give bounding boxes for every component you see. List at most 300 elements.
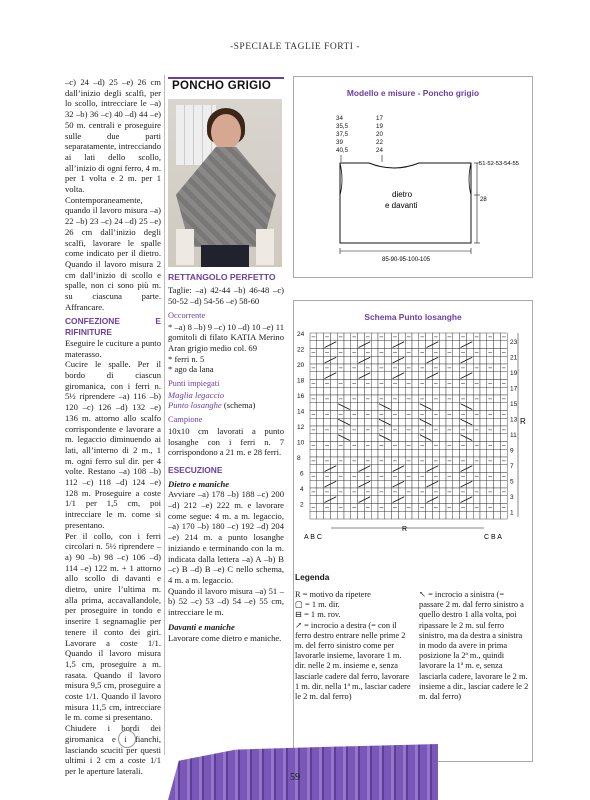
- chart-cell: [351, 356, 358, 364]
- chart-cell: [364, 387, 371, 395]
- chart-cell: [398, 333, 405, 341]
- chart-cell: [358, 395, 365, 403]
- chart-cell: [398, 449, 405, 457]
- chart-cell: [371, 434, 378, 442]
- chart-cell: [351, 480, 358, 488]
- chart-cell: [337, 387, 344, 395]
- chart-cell: [385, 457, 392, 465]
- text-paragraph: Cucire le spalle. Per il bordo di ciascun giromanica, con i ferri n. 5½ riprendere –a) 116 –b) 120 –c) 126 –d) 132 –e) 136 m. attorno allo scalfo corrispondente e lavorare a m. legaccio diminuendo ai lati, all’interno di 2 m., 1 m. ogni ferro sul dir. per 4 volte. Restano –a) 108 –b) 112 –c) 118 –d) 124 –e) 128 m. Proseguire a coste 1/1 per 1,5 cm, poi intrecciare le m. come si presentano.: [65, 359, 161, 530]
- chart-cell: [330, 426, 337, 434]
- chart-cell: [453, 426, 460, 434]
- chart-cell: [439, 426, 446, 434]
- chart-cell: [371, 442, 378, 450]
- chart-cell: [405, 434, 412, 442]
- pattern-title: PONCHO GRIGIO: [168, 77, 284, 95]
- chart-cell: [480, 457, 487, 465]
- chart-cell: [371, 356, 378, 364]
- chart-cell: [317, 356, 324, 364]
- row-number: 7: [510, 463, 514, 470]
- chart-cell: [385, 511, 392, 519]
- chart-cell: [439, 496, 446, 504]
- chart-cell: [385, 465, 392, 473]
- yarn-ball-icon: [118, 730, 136, 748]
- text-paragraph: Avviare –a) 178 –b) 188 –c) 200 –d) 212 –e) 222 m. e lavorare come segue: 4 m. a m. legaccio, –a) 170 –b) 180 –c) 192 –d) 204 –e) 214 m. a punto losanghe iniziando e terminando con la m. indicata dalla lettera –a) A –b) B –c) B –d) B –e) C nello schema, 4 m. a m. legaccio.: [168, 489, 284, 585]
- chart-cell: [466, 473, 473, 481]
- chart-cell: [500, 449, 507, 457]
- chart-cell: [351, 465, 358, 473]
- chart-cell: [480, 426, 487, 434]
- edge-stitch-label: C B A: [484, 534, 502, 541]
- chart-cell: [392, 434, 399, 442]
- chart-cell: [371, 411, 378, 419]
- chart-cell: [317, 411, 324, 419]
- chart-cell: [358, 457, 365, 465]
- chart-cell: [466, 442, 473, 450]
- chart-cell: [364, 403, 371, 411]
- chart-cell: [487, 403, 494, 411]
- chart-cell: [337, 480, 344, 488]
- chart-cell: [439, 418, 446, 426]
- chart-cell: [500, 434, 507, 442]
- chart-cell: [310, 511, 317, 519]
- chart-cell: [330, 511, 337, 519]
- chart-cell: [500, 356, 507, 364]
- chart-cell: [480, 480, 487, 488]
- chart-cell: [351, 418, 358, 426]
- diagram-title: Schema Punto losanghe: [364, 312, 462, 322]
- chart-cell: [344, 488, 351, 496]
- chart-cell: [473, 418, 480, 426]
- piece-label: dietro: [392, 190, 413, 199]
- chart-cell: [473, 356, 480, 364]
- chart-cell: [330, 457, 337, 465]
- chart-cell: [330, 418, 337, 426]
- chart-cell: [371, 395, 378, 403]
- legend-item: ▢ = 1 m. dir.: [295, 600, 340, 610]
- stitch-note: (schema): [221, 400, 256, 411]
- chart-cell: [466, 364, 473, 372]
- chart-cell: [317, 349, 324, 357]
- chart-cell: [392, 449, 399, 457]
- model-photo: [168, 99, 282, 267]
- chart-cell: [453, 356, 460, 364]
- chart-cell: [453, 488, 460, 496]
- chart-cell: [473, 372, 480, 380]
- chart-cell: [419, 496, 426, 504]
- chart-cell: [473, 387, 480, 395]
- chart-cell: [453, 387, 460, 395]
- chart-cell: [310, 372, 317, 380]
- chart-cell: [446, 387, 453, 395]
- chart-cell: [494, 387, 501, 395]
- chart-cell: [412, 442, 419, 450]
- chart-cell: [358, 434, 365, 442]
- chart-cell: [466, 449, 473, 457]
- chart-cell: [351, 434, 358, 442]
- chart-cell: [317, 380, 324, 388]
- chart-cell: [371, 457, 378, 465]
- chart-cell: [344, 372, 351, 380]
- legend-item: ⊟ = 1 m. rov.: [295, 610, 341, 620]
- chart-cell: [494, 380, 501, 388]
- row-number: 2: [300, 501, 304, 509]
- chart-cell: [317, 488, 324, 496]
- stitch-name: Punto losanghe: [168, 400, 222, 411]
- chart-cell: [344, 364, 351, 372]
- chart-cell: [317, 341, 324, 349]
- chart-cell: [453, 434, 460, 442]
- chart-cell: [500, 372, 507, 380]
- chart-cell: [371, 380, 378, 388]
- chart-cell: [439, 341, 446, 349]
- chart-cell: [473, 496, 480, 504]
- chart-cell: [358, 418, 365, 426]
- chart-cell: [371, 403, 378, 411]
- list-item: * ago da lana: [168, 364, 214, 375]
- measure-label: 17: [376, 115, 383, 122]
- chart-cell: [494, 356, 501, 364]
- chart-cell: [330, 442, 337, 450]
- measure-label: 22: [376, 139, 383, 146]
- chart-cell: [398, 426, 405, 434]
- chart-cell: [426, 411, 433, 419]
- chart-cell: [480, 364, 487, 372]
- chart-cell: [480, 488, 487, 496]
- chart-cell: [494, 364, 501, 372]
- chart-cell: [317, 387, 324, 395]
- chart-cell: [344, 349, 351, 357]
- chart-cell: [439, 442, 446, 450]
- chart-cell: [310, 434, 317, 442]
- chart-cell: [358, 488, 365, 496]
- legend-right: [419, 590, 529, 702]
- row-number: 19: [510, 370, 518, 377]
- chart-cell: [439, 511, 446, 519]
- chart-cell: [378, 387, 385, 395]
- chart-cell: [371, 465, 378, 473]
- chart-cell: [412, 480, 419, 488]
- chart-cell: [398, 511, 405, 519]
- chart-cell: [310, 496, 317, 504]
- chart-cell: [344, 449, 351, 457]
- row-number: 18: [297, 377, 305, 385]
- chart-cell: [371, 426, 378, 434]
- chart-cell: [487, 449, 494, 457]
- chart-cell: [317, 504, 324, 512]
- chart-cell: [446, 496, 453, 504]
- chart-cell: [412, 349, 419, 357]
- row-number: 3: [510, 494, 514, 501]
- chart-cell: [324, 403, 331, 411]
- chart-cell: [480, 403, 487, 411]
- chart-cell: [439, 395, 446, 403]
- chart-cell: [466, 333, 473, 341]
- chart-cell: [453, 403, 460, 411]
- chart-cell: [344, 511, 351, 519]
- chart-cell: [480, 465, 487, 473]
- repeat-label: R: [520, 417, 526, 426]
- section-heading: Punti impiegati: [168, 379, 220, 389]
- legend-left: [295, 590, 413, 702]
- chart-cell: [432, 387, 439, 395]
- row-number: 8: [297, 455, 301, 462]
- chart-cell: [371, 349, 378, 357]
- chart-cell: [487, 387, 494, 395]
- chart-cell: [344, 387, 351, 395]
- chart-cell: [453, 480, 460, 488]
- chart-cell: [344, 426, 351, 434]
- chart-cell: [487, 511, 494, 519]
- chart-cell: [351, 372, 358, 380]
- chart-cell: [446, 341, 453, 349]
- chart-cell: [358, 449, 365, 457]
- stitch-line: [168, 400, 284, 411]
- chart-cell: [358, 511, 365, 519]
- chart-cell: [385, 488, 392, 496]
- chart-cell: [364, 434, 371, 442]
- chart-cell: [378, 372, 385, 380]
- chart-cell: [337, 449, 344, 457]
- chart-cell: [439, 387, 446, 395]
- chart-cell: [494, 488, 501, 496]
- chart-cell: [378, 496, 385, 504]
- measure-label: 28: [480, 197, 487, 203]
- chart-cell: [453, 442, 460, 450]
- text-paragraph: Chiudere i bordi dei giromanica e i fianchi, lasciando scuciti per questi ultimi i 2 cm a coste 1/1 per le aperture laterali.: [65, 723, 161, 776]
- chart-cell: [324, 387, 331, 395]
- row-number: 24: [297, 331, 305, 338]
- chart-cell: [330, 488, 337, 496]
- chart-cell: [426, 333, 433, 341]
- chart-cell: [324, 449, 331, 457]
- section-heading: Campione: [168, 415, 203, 425]
- chart-cell: [419, 511, 426, 519]
- chart-cell: [473, 341, 480, 349]
- diagram-title: Modello e misure - Poncho grigio: [346, 88, 480, 98]
- chart-cell: [371, 473, 378, 481]
- chart-cell: [480, 380, 487, 388]
- section-heading: CONFEZIONE E RIFINITURE: [65, 316, 161, 338]
- chart-cell: [480, 411, 487, 419]
- chart-cell: [317, 418, 324, 426]
- section-heading: RETTANGOLO PERFETTO: [168, 271, 276, 282]
- section-heading: ESECUZIONE: [168, 464, 223, 475]
- chart-cell: [385, 349, 392, 357]
- chart-cell: [330, 333, 337, 341]
- chart-cell: [453, 411, 460, 419]
- column-divider: [164, 75, 165, 755]
- chart-cell: [392, 387, 399, 395]
- chart-cell: [405, 387, 412, 395]
- chart-cell: [310, 387, 317, 395]
- chart-cell: [480, 442, 487, 450]
- chart-cell: [466, 395, 473, 403]
- chart-cell: [385, 341, 392, 349]
- chart-cell: [480, 418, 487, 426]
- list-item: * ferri n. 5: [168, 353, 205, 364]
- chart-cell: [412, 380, 419, 388]
- chart-cell: [446, 372, 453, 380]
- chart-cell: [480, 372, 487, 380]
- chart-cell: [358, 380, 365, 388]
- chart-cell: [446, 356, 453, 364]
- chart-cell: [494, 473, 501, 481]
- chart-cell: [480, 504, 487, 512]
- chart-cell: [405, 511, 412, 519]
- chart-cell: [358, 426, 365, 434]
- chart-cell: [500, 511, 507, 519]
- chart-cell: [412, 449, 419, 457]
- chart-cell: [453, 504, 460, 512]
- chart-cell: [453, 511, 460, 519]
- chart-cell: [446, 403, 453, 411]
- chart-cell: [398, 364, 405, 372]
- chart-cell: [358, 349, 365, 357]
- chart-cell: [487, 356, 494, 364]
- chart-cell: [439, 465, 446, 473]
- chart-cell: [439, 449, 446, 457]
- chart-cell: [337, 496, 344, 504]
- chart-cell: [453, 349, 460, 357]
- row-number: 11: [510, 432, 517, 439]
- chart-cell: [412, 511, 419, 519]
- chart-cell: [439, 333, 446, 341]
- chart-cell: [466, 387, 473, 395]
- chart-cell: [419, 387, 426, 395]
- chart-cell: [378, 341, 385, 349]
- chart-cell: [405, 480, 412, 488]
- chart-cell: [494, 395, 501, 403]
- row-number: 5: [510, 478, 514, 486]
- chart-cell: [317, 449, 324, 457]
- chart-cell: [310, 480, 317, 488]
- chart-cell: [337, 465, 344, 473]
- chart-cell: [385, 473, 392, 481]
- chart-cell: [310, 403, 317, 411]
- chart-cell: [412, 465, 419, 473]
- chart-cell: [412, 473, 419, 481]
- page-number: 59: [290, 772, 300, 783]
- chart-cell: [439, 434, 446, 442]
- chart-cell: [432, 449, 439, 457]
- measurements-diagram: [293, 76, 533, 278]
- chart-cell: [385, 356, 392, 364]
- chart-cell: [330, 411, 337, 419]
- chart-cell: [446, 434, 453, 442]
- chart-cell: [494, 457, 501, 465]
- chart-cell: [344, 496, 351, 504]
- chart-cell: [446, 418, 453, 426]
- chart-cell: [426, 449, 433, 457]
- chart-cell: [385, 372, 392, 380]
- chart-cell: [412, 372, 419, 380]
- chart-cell: [500, 496, 507, 504]
- legend-item: ↖ = incrocio a sinistra (= passare 2 m. dal ferro sinistro a quello destro 1 alla volta, poi ripassare le 2 m. sul ferro sinistro, ma da destra a sinistra in modo da avere in prima posizione la 2ª m., quindi lavorare la 1ª m. e, senza lasciarla cadere, lavorare le 2 m. insieme a dir., lasciar cadere le 2 m. dal ferro): [419, 590, 529, 702]
- chart-cell: [446, 511, 453, 519]
- chart-cell: [405, 418, 412, 426]
- chart-cell: [317, 333, 324, 341]
- chart-cell: [426, 387, 433, 395]
- chart-cell: [412, 496, 419, 504]
- chart-cell: [371, 511, 378, 519]
- text-paragraph: –c) 24 –d) 25 –e) 26 cm dall’inizio degli scalfi, per lo scollo, intrecciare le –a) 32 –b) 36 –c) 40 –d) 44 –e) 50 m. centrali e proseguire sulle due parti separatamente, intrecciando ai lati dello scollo, all’inizio di ogni ferro, 4 m. per 1 volta e 2 m. per 1 volta. Contemporaneamente, quando il lavoro misura –a) 22 –b) 23 –c) 24 –d) 25 –e) 26 cm dall’inizio degli scalfi, lavorare le spalle come indicato per il dietro. Quando il lavoro misura 2 cm dall’inizio di scollo e spalle, non ci sono più m. su ciascuna parte. Affrancare.: [65, 77, 161, 312]
- chart-cell: [385, 442, 392, 450]
- chart-cell: [480, 496, 487, 504]
- chart-cell: [439, 364, 446, 372]
- chart-cell: [324, 511, 331, 519]
- chart-cell: [494, 465, 501, 473]
- chart-cell: [385, 387, 392, 395]
- row-number: 12: [297, 424, 305, 431]
- chart-cell: [460, 387, 467, 395]
- chart-cell: [494, 372, 501, 380]
- page-header: -SPECIALE TAGLIE FORTI -: [229, 42, 361, 52]
- chart-cell: [419, 480, 426, 488]
- chart-cell: [398, 457, 405, 465]
- chart-cell: [330, 434, 337, 442]
- chart-cell: [426, 395, 433, 403]
- chart-cell: [358, 504, 365, 512]
- chart-cell: [317, 364, 324, 372]
- chart-cell: [432, 511, 439, 519]
- chart-cell: [480, 473, 487, 481]
- chart-cell: [412, 418, 419, 426]
- chart-cell: [419, 372, 426, 380]
- chart-cell: [371, 333, 378, 341]
- chart-cell: [364, 418, 371, 426]
- chart-cell: [385, 380, 392, 388]
- chart-cell: [412, 364, 419, 372]
- legend-item: ↗ = incrocio a destra (= con il ferro destro entrare nelle prime 2 m. del ferro sinistro come per lavorarle insieme, lavorare 1 m. dir. nelle 2 m. insieme e, senza lasciarle cadere dal ferro, lavorare 1 m. dir. nella 1ª m., lasciar cadere le 2 m. dal ferro): [295, 620, 411, 702]
- chart-cell: [412, 434, 419, 442]
- chart-cell: [412, 403, 419, 411]
- chart-cell: [500, 480, 507, 488]
- chart-cell: [405, 465, 412, 473]
- chart-cell: [500, 418, 507, 426]
- chart-cell: [453, 449, 460, 457]
- chart-cell: [385, 364, 392, 372]
- row-number: 1: [510, 509, 514, 517]
- chart-cell: [453, 418, 460, 426]
- chart-cell: [330, 449, 337, 457]
- chart-cell: [412, 387, 419, 395]
- chart-cell: [371, 364, 378, 372]
- chart-cell: [317, 457, 324, 465]
- chart-cell: [426, 511, 433, 519]
- chart-cell: [351, 341, 358, 349]
- chart-cell: [412, 356, 419, 364]
- chart-cell: [405, 449, 412, 457]
- text-paragraph: 10x10 cm lavorati a punto losanghe con i ferri n. 7 corrispondono a 21 m. e 28 ferri.: [168, 425, 284, 458]
- chart-cell: [494, 449, 501, 457]
- chart-cell: [494, 349, 501, 357]
- measure-label: 35,5: [336, 123, 349, 130]
- repeat-label: R: [402, 526, 408, 533]
- chart-cell: [487, 434, 494, 442]
- chart-cell: [487, 465, 494, 473]
- chart-cell: [337, 341, 344, 349]
- chart-cell: [358, 403, 365, 411]
- chart-cell: [378, 356, 385, 364]
- chart-cell: [439, 457, 446, 465]
- row-number: 17: [510, 385, 518, 393]
- chart-cell: [480, 387, 487, 395]
- chart-cell: [494, 511, 501, 519]
- chart-cell: [378, 511, 385, 519]
- chart-cell: [385, 449, 392, 457]
- chart-cell: [310, 418, 317, 426]
- chart-cell: [317, 426, 324, 434]
